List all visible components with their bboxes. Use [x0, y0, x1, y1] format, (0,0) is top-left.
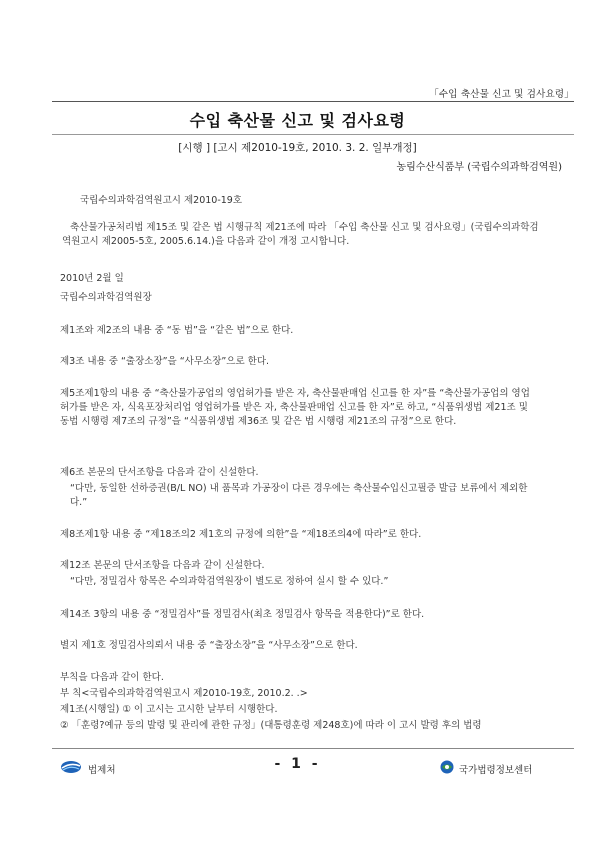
paragraph: ② 「훈령?예규 등의 발령 및 관리에 관한 규정」(대통령훈령 제248호)에 따라 이 고시 발령 후의 법령 [60, 720, 482, 731]
law-info-center-logo-icon [440, 760, 454, 777]
issuing-agency: 농림수산식품부 (국립수의과학검역원) [396, 162, 562, 173]
quoted-clause: “다만, 동일한 선하증권(B/L NO) 내 품목과 가공장이 다른 경우에는 축산물수입신고필증 발급 보류에서 제외한다.” [70, 483, 528, 508]
document-title: 수입 축산물 신고 및 검사요령 [189, 111, 406, 130]
addendum-heading: 부 칙<국립수의과학검역원고시 제2010-19호, 2010.2. .> [60, 688, 308, 699]
footer-divider [52, 748, 574, 749]
document-header-tag: 「수입 축산물 신고 및 검사요령」 [429, 89, 574, 100]
revision-info: [시행 ] [고시 제2010-19호, 2010. 3. 2. 일부개정] [178, 142, 417, 154]
paragraph: 제14조 3항의 내용 중 “정밀검사”를 정밀검사(최초 정밀검사 항목을 적용한다)”로 한다. [60, 609, 425, 620]
paragraph: 제6조 본문의 단서조항을 다음과 같이 신설한다. [60, 467, 259, 478]
paragraph: 제1조(시행일) ① 이 고시는 고시한 날부터 시행한다. [60, 704, 278, 715]
notice-number: 국립수의과학검역원고시 제2010-19호 [80, 195, 243, 206]
footer-right [440, 760, 532, 777]
footer-left-label: 법제처 [88, 764, 116, 776]
page-number: - 1 - [274, 756, 321, 772]
title-divider [52, 134, 574, 135]
paragraph: 부칙을 다음과 같이 한다. [60, 672, 164, 683]
paragraph: 제12조 본문의 단서조항을 다음과 같이 신설한다. [60, 560, 265, 571]
paragraph: 별지 제1호 정밀검사의뢰서 내용 중 “출장소장”을 “사무소장”으로 한다. [60, 640, 358, 651]
date-line: 2010년 2월 일 [60, 273, 124, 284]
paragraph: 제3조 내용 중 “출장소장”을 “사무소장”으로 한다. [60, 356, 270, 367]
footer-right-label: 국가법령정보센터 [459, 764, 533, 776]
quoted-clause: “다만, 정밀검사 항목은 수의과학검역원장이 별도로 정하여 실시 할 수 있다.” [70, 576, 389, 587]
paragraph: 제5조제1항의 내용 중 “축산물가공업의 영업허가를 받은 자, 축산물판매업 신고를 한 자”를 “축산물가공업의 영업허가를 받은 자, 식육포장처리업 영업허가를 받은 자, 축산물판매업 신고를 한 자”로 하고, “식품위생법 제21조 및 동법 시행령 제7조의 규정”을 “식품위생법 제36조 및 같은 법 시행령 제21조의 규정”으로 한다. [60, 388, 530, 427]
header-divider [52, 101, 574, 102]
paragraph: 축산물가공처리법 제15조 및 같은 법 시행규칙 제21조에 따라 「수입 축산물 신고 및 검사요령」(국립수의과학검역원고시 제2005-5호, 2005.6.14.)을 다음과 같이 개정 고시합니다. [62, 222, 539, 247]
paragraph: 제8조제1항 내용 중 “제18조의2 제1호의 규정에 의한”을 “제18조의4에 따라”로 한다. [60, 529, 422, 540]
paragraph: 제1조와 제2조의 내용 중 “동 법”을 “같은 법”으로 한다. [60, 325, 294, 336]
signatory: 국립수의과학검역원장 [60, 292, 152, 303]
